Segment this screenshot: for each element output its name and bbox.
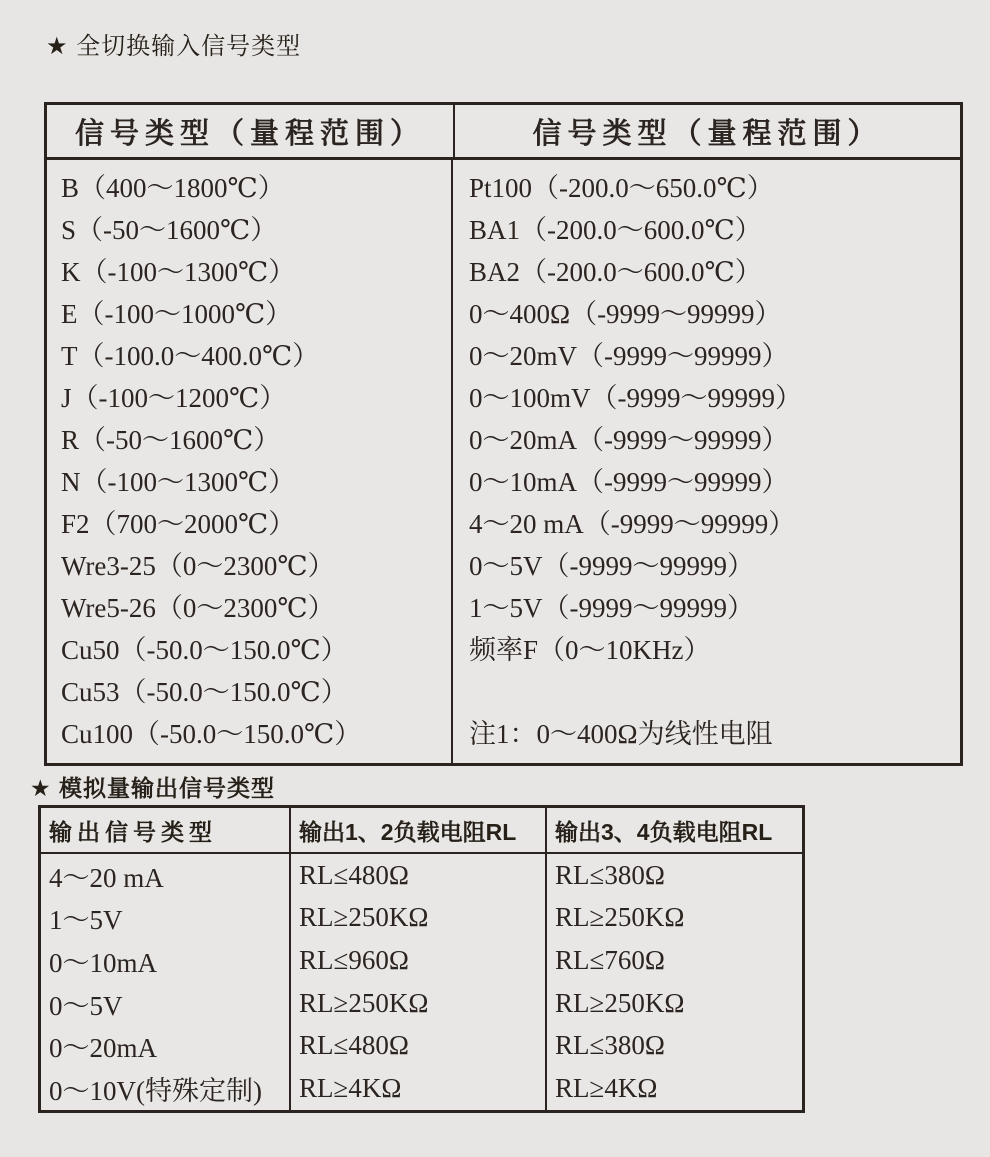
load-resistance-cell: RL≥250KΩ	[555, 902, 685, 933]
signal-range-item: Wre5-26（0～2300℃）	[61, 593, 335, 623]
signal-range-item: B（400～1800℃）	[61, 173, 285, 203]
signal-range-item: E（-100～1000℃）	[61, 299, 293, 329]
signal-range-item: 4～20 mA（-9999～99999）	[469, 509, 796, 539]
signal-range-item: R（-50～1600℃）	[61, 425, 281, 455]
signal-range-item: 0～5V（-9999～99999）	[469, 551, 754, 581]
signal-range-item: S（-50～1600℃）	[61, 215, 278, 245]
input-signal-table-body	[47, 160, 960, 766]
input-signal-right-lines	[469, 167, 960, 671]
signal-range-item: Pt100（-200.0～650.0℃）	[469, 173, 774, 203]
load-resistance-cell: RL≤960Ω	[291, 939, 547, 982]
output-signal-type-cell: 0～20mA	[41, 1025, 291, 1068]
signal-range-item: Cu53（-50.0～150.0℃）	[61, 677, 348, 707]
signal-range-item: BA1（-200.0～600.0℃）	[469, 215, 762, 245]
input-signal-table-header	[47, 105, 960, 160]
signal-range-item: 0～20mA（-9999～99999）	[469, 425, 789, 455]
signal-range-item: J（-100～1200℃）	[61, 383, 287, 413]
load-resistance-cell: RL≥250KΩ	[291, 982, 547, 1025]
signal-range-item: Cu100（-50.0～150.0℃）	[61, 719, 362, 749]
input-signal-right-column	[453, 160, 960, 766]
signal-range-item: 频率F（0～10KHz）	[469, 635, 711, 665]
input-signal-header-left: 信号类型（量程范围）	[47, 105, 455, 157]
output-table-header-load-34: 输出3、4负载电阻RL	[547, 808, 802, 854]
signal-range-item: N（-100～1300℃）	[61, 467, 296, 497]
output-table-header-signal-type: 输出信号类型	[41, 808, 291, 854]
load-resistance-cell: RL≤480Ω	[291, 1025, 547, 1068]
output-signal-type-cell: 0～10mA	[41, 939, 291, 982]
signal-range-item: Cu50（-50.0～150.0℃）	[61, 635, 348, 665]
load-resistance-cell: RL≤760Ω	[555, 945, 665, 976]
output-signal-table	[38, 805, 805, 1113]
signal-range-item: 0～20mV（-9999～99999）	[469, 341, 789, 371]
load-resistance-cell: RL≤480Ω	[291, 854, 547, 897]
section2-title: ★ 模拟量输出信号类型	[30, 775, 276, 801]
signal-range-item: 0～400Ω（-9999～99999）	[469, 299, 782, 329]
output-signal-type-cell: 0～10V(特殊定制)	[41, 1067, 291, 1110]
load-resistance-cell: RL≥250KΩ	[555, 987, 685, 1018]
input-signal-left-column	[47, 160, 453, 766]
signal-range-item: T（-100.0～400.0℃）	[61, 341, 320, 371]
input-signal-header-right: 信号类型（量程范围）	[532, 117, 883, 150]
signal-range-item: 1～5V（-9999～99999）	[469, 593, 754, 623]
output-signal-type-cell: 0～5V	[41, 982, 291, 1025]
load-resistance-cell: RL≥250KΩ	[291, 897, 547, 940]
section1-title: ★ 全切换输入信号类型	[46, 33, 302, 60]
input-signal-table	[44, 102, 963, 766]
load-resistance-cell: RL≥4KΩ	[291, 1067, 547, 1110]
signal-range-item: Wre3-25（0～2300℃）	[61, 551, 335, 581]
signal-range-item: K（-100～1300℃）	[61, 257, 296, 287]
signal-range-item: 0～10mA（-9999～99999）	[469, 467, 789, 497]
load-resistance-cell: RL≤380Ω	[555, 859, 665, 890]
signal-range-item: F2（700～2000℃）	[61, 509, 296, 539]
signal-range-item: 0～100mV（-9999～99999）	[469, 383, 802, 413]
load-resistance-cell: RL≥4KΩ	[555, 1073, 658, 1104]
table-note: 注1：0～400Ω为线性电阻	[469, 719, 773, 749]
output-signal-type-cell: 4～20 mA	[41, 854, 291, 897]
signal-range-item: BA2（-200.0～600.0℃）	[469, 257, 762, 287]
load-resistance-cell: RL≤380Ω	[555, 1030, 665, 1061]
output-signal-type-cell: 1～5V	[41, 897, 291, 940]
output-table-header-load-12: 输出1、2负载电阻RL	[291, 808, 547, 854]
